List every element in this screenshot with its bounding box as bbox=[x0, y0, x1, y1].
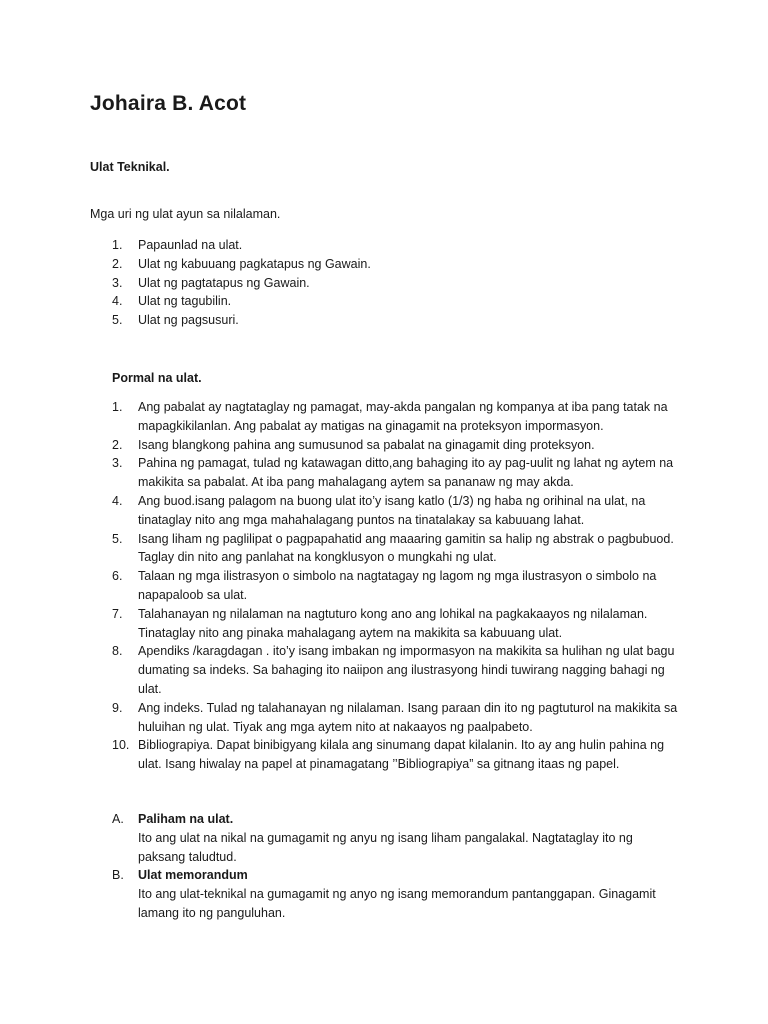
list-item bbox=[112, 436, 682, 455]
item-text: Talaan ng mga ilistrasyon o simbolo na nagtatagay ng lagom ng mga ilustrasyon o simbolo na napapaloob sa ulat. bbox=[138, 569, 657, 602]
item-text: Bibliograpiya. Dapat binibigyang kilala ang sinumang dapat kilalanin. Ito ay ang hulin pahina ng ulat. Isang hiwalay na papel at pinamagatang ’’Bibliograpiya” sa gitnang itaas ng papel. bbox=[138, 738, 665, 772]
item-number: 5. bbox=[112, 531, 123, 546]
item-number: 10. bbox=[112, 738, 130, 753]
item-text: Pahina ng pamagat, tulad ng katawagan ditto,ang bahaging ito ay pag-uulit ng lahat ng aytem na makikita sa pabalat. At iba pang mahalagang aytem sa pananaw ng may akda. bbox=[138, 456, 674, 490]
item-number: 4. bbox=[112, 294, 123, 309]
item-text: Apendiks /karagdagan . ito’y isang imbakan ng impormasyon na makikita sa hulihan ng ulat bagu dumating sa indeks. Sa bahaging ito naiipon ang ilustrasyong hindi tuwirang nagging bahagi ng ulat. bbox=[138, 644, 675, 696]
document-subtitle: Ulat Teknikal. bbox=[90, 160, 170, 174]
list-item bbox=[112, 605, 682, 643]
item-number: 4. bbox=[112, 493, 123, 508]
letter-types-list bbox=[112, 810, 682, 923]
report-types-list bbox=[112, 236, 672, 330]
list-item bbox=[112, 699, 682, 737]
list-item bbox=[112, 530, 682, 568]
item-text: Ulat ng pagtatapus ng Gawain. bbox=[138, 275, 310, 290]
item-number: 8. bbox=[112, 644, 123, 659]
list-item bbox=[112, 274, 672, 293]
item-text: Ang indeks. Tulad ng talahanayan ng nilalaman. Isang paraan din ito ng pagtuturol na makikita sa huluihan ng ulat. Tiyak ang mga aytem nito at nakaayos ng paalpabeto. bbox=[138, 700, 678, 734]
item-text: Ulat ng pagsusuri. bbox=[138, 313, 239, 328]
list-item bbox=[112, 236, 672, 255]
list-item bbox=[112, 492, 682, 530]
item-text: Ang pabalat ay nagtataglay ng pamagat, may-akda pangalan ng kompanya at iba pang tatak na mapagkikilanlan. Ang pabalat ay matigas na ginagamit na proteksyon impormasyon. bbox=[138, 400, 668, 433]
item-text: Talahanayan ng nilalaman na nagtuturo kong ano ang lohikal na pagkakaayos ng nilalaman. Tinataglay nito ang pinaka mahalagang aytem na makikita sa kabuuang ulat. bbox=[138, 606, 648, 640]
list-item bbox=[112, 642, 682, 698]
item-text: Isang blangkong pahina ang sumusunod sa pabalat na ginagamit ding proteksyon. bbox=[138, 437, 595, 452]
item-number: 2. bbox=[112, 437, 123, 452]
list-item bbox=[112, 567, 682, 605]
list-item bbox=[112, 292, 672, 311]
item-text: Ito ang ulat-teknikal na gumagamit ng anyo ng isang memorandum pantanggapan. Ginagamit lamang ito ng panguluhan. bbox=[138, 887, 656, 920]
item-letter: B. bbox=[112, 868, 124, 883]
item-number: 6. bbox=[112, 569, 123, 584]
formal-report-heading: Pormal na ulat. bbox=[112, 371, 202, 385]
item-number: 1. bbox=[112, 238, 123, 252]
item-label: Paliham na ulat. bbox=[138, 812, 234, 826]
item-text: Ulat ng kabuuang pagkatapus ng Gawain. bbox=[138, 256, 371, 271]
list-item bbox=[112, 866, 682, 922]
list-item bbox=[112, 736, 682, 774]
list-item bbox=[112, 311, 672, 330]
item-number: 9. bbox=[112, 700, 123, 715]
list-item bbox=[112, 454, 682, 492]
item-number: 7. bbox=[112, 606, 123, 621]
item-label: Ulat memorandum bbox=[138, 868, 248, 883]
item-text: Ito ang ulat na nikal na gumagamit ng anyu ng isang liham pangalakal. Nagtataglay ito ng paksang taludtud. bbox=[138, 830, 633, 864]
intro-text: Mga uri ng ulat ayun sa nilalaman. bbox=[90, 207, 281, 221]
list-item bbox=[112, 398, 682, 436]
item-number: 5. bbox=[112, 313, 123, 328]
author-name: Johaira B. Acot bbox=[90, 92, 247, 115]
list-item bbox=[112, 255, 672, 274]
item-text: Ang buod.isang palagom na buong ulat ito’y isang katlo (1/3) ng haba ng orihinal na ulat, na tinataglay nito ang mga mahahalagang puntos na tinatalakay sa kabuuang lahat. bbox=[138, 493, 646, 527]
item-number: 3. bbox=[112, 275, 123, 290]
formal-report-list bbox=[112, 398, 682, 774]
item-text: Papaunlad na ulat. bbox=[138, 238, 243, 252]
item-number: 1. bbox=[112, 400, 123, 414]
list-item bbox=[112, 810, 682, 866]
item-number: 2. bbox=[112, 256, 123, 271]
item-text: Ulat ng tagubilin. bbox=[138, 294, 232, 309]
item-letter: A. bbox=[112, 812, 124, 826]
item-number: 3. bbox=[112, 456, 123, 471]
item-text: Isang liham ng paglilipat o pagpapahatid ang maaaring gamitin sa halip ng abstrak o pagbubuod. Taglay din nito ang panlahat na kongklusyon o mungkahi ng ulat. bbox=[138, 531, 674, 565]
